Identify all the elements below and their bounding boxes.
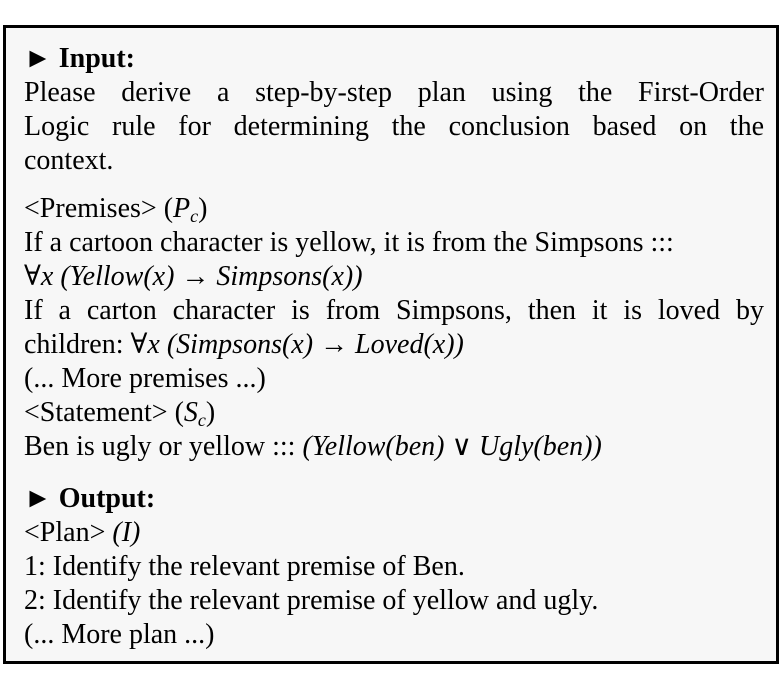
premise-2-text: If a carton character is from Simpsons, then it is loved by [24,295,764,326]
premises-header [24,192,764,226]
statement-text: Ben is ugly or yellow ::: [24,431,296,462]
plan-step-2: 2: Identify the relevant premise of yellow and ugly. [24,585,599,616]
statement-tag: <Statement> [24,397,168,428]
plan-tag: <Plan> [24,517,106,548]
plan-header [24,516,764,550]
input-heading-line [24,42,764,76]
statement-header [24,396,764,430]
instruction-line-1: Please derive a step-by-step plan using the First-Order [24,77,764,108]
premise-1-formula: ∀x (Yellow(x) → Simpsons(x)) [24,261,363,292]
premise-2-text-cont: children: [24,329,124,360]
plan-symbol: (I) [112,517,141,548]
premise-2-formula: ∀x (Simpsons(x) → Loved(x)) [130,329,464,360]
instruction-line-3: context. [24,145,114,176]
play-triangle-icon: ► [24,483,52,514]
premise-1-text: If a cartoon character is yellow, it is from the Simpsons ::: [24,227,674,258]
instruction-line-2: Logic rule for determining the conclusion based on the [24,111,764,142]
premises-symbol: $(P_c)$ [163,193,208,226]
premise-2-continuation [24,328,764,362]
plan-step-1: 1: Identify the relevant premise of Ben. [24,551,465,582]
more-premises: (... More premises ...) [24,363,266,394]
statement-symbol: $(S_c)$ [174,397,216,430]
play-triangle-icon: ► [24,43,52,74]
premises-tag: <Premises> [24,193,157,224]
spacer [24,178,764,192]
output-heading-line [24,482,764,516]
statement-line [24,430,764,464]
statement-formula: (Yellow(ben) ∨ Ugly(ben)) [302,431,602,462]
prompt-example-box [3,25,779,664]
spacer [24,464,764,482]
output-heading: Output: [58,483,156,514]
prompt-example-content [24,42,764,652]
more-plan: (... More plan ...) [24,619,215,650]
input-heading: Input: [58,43,135,74]
